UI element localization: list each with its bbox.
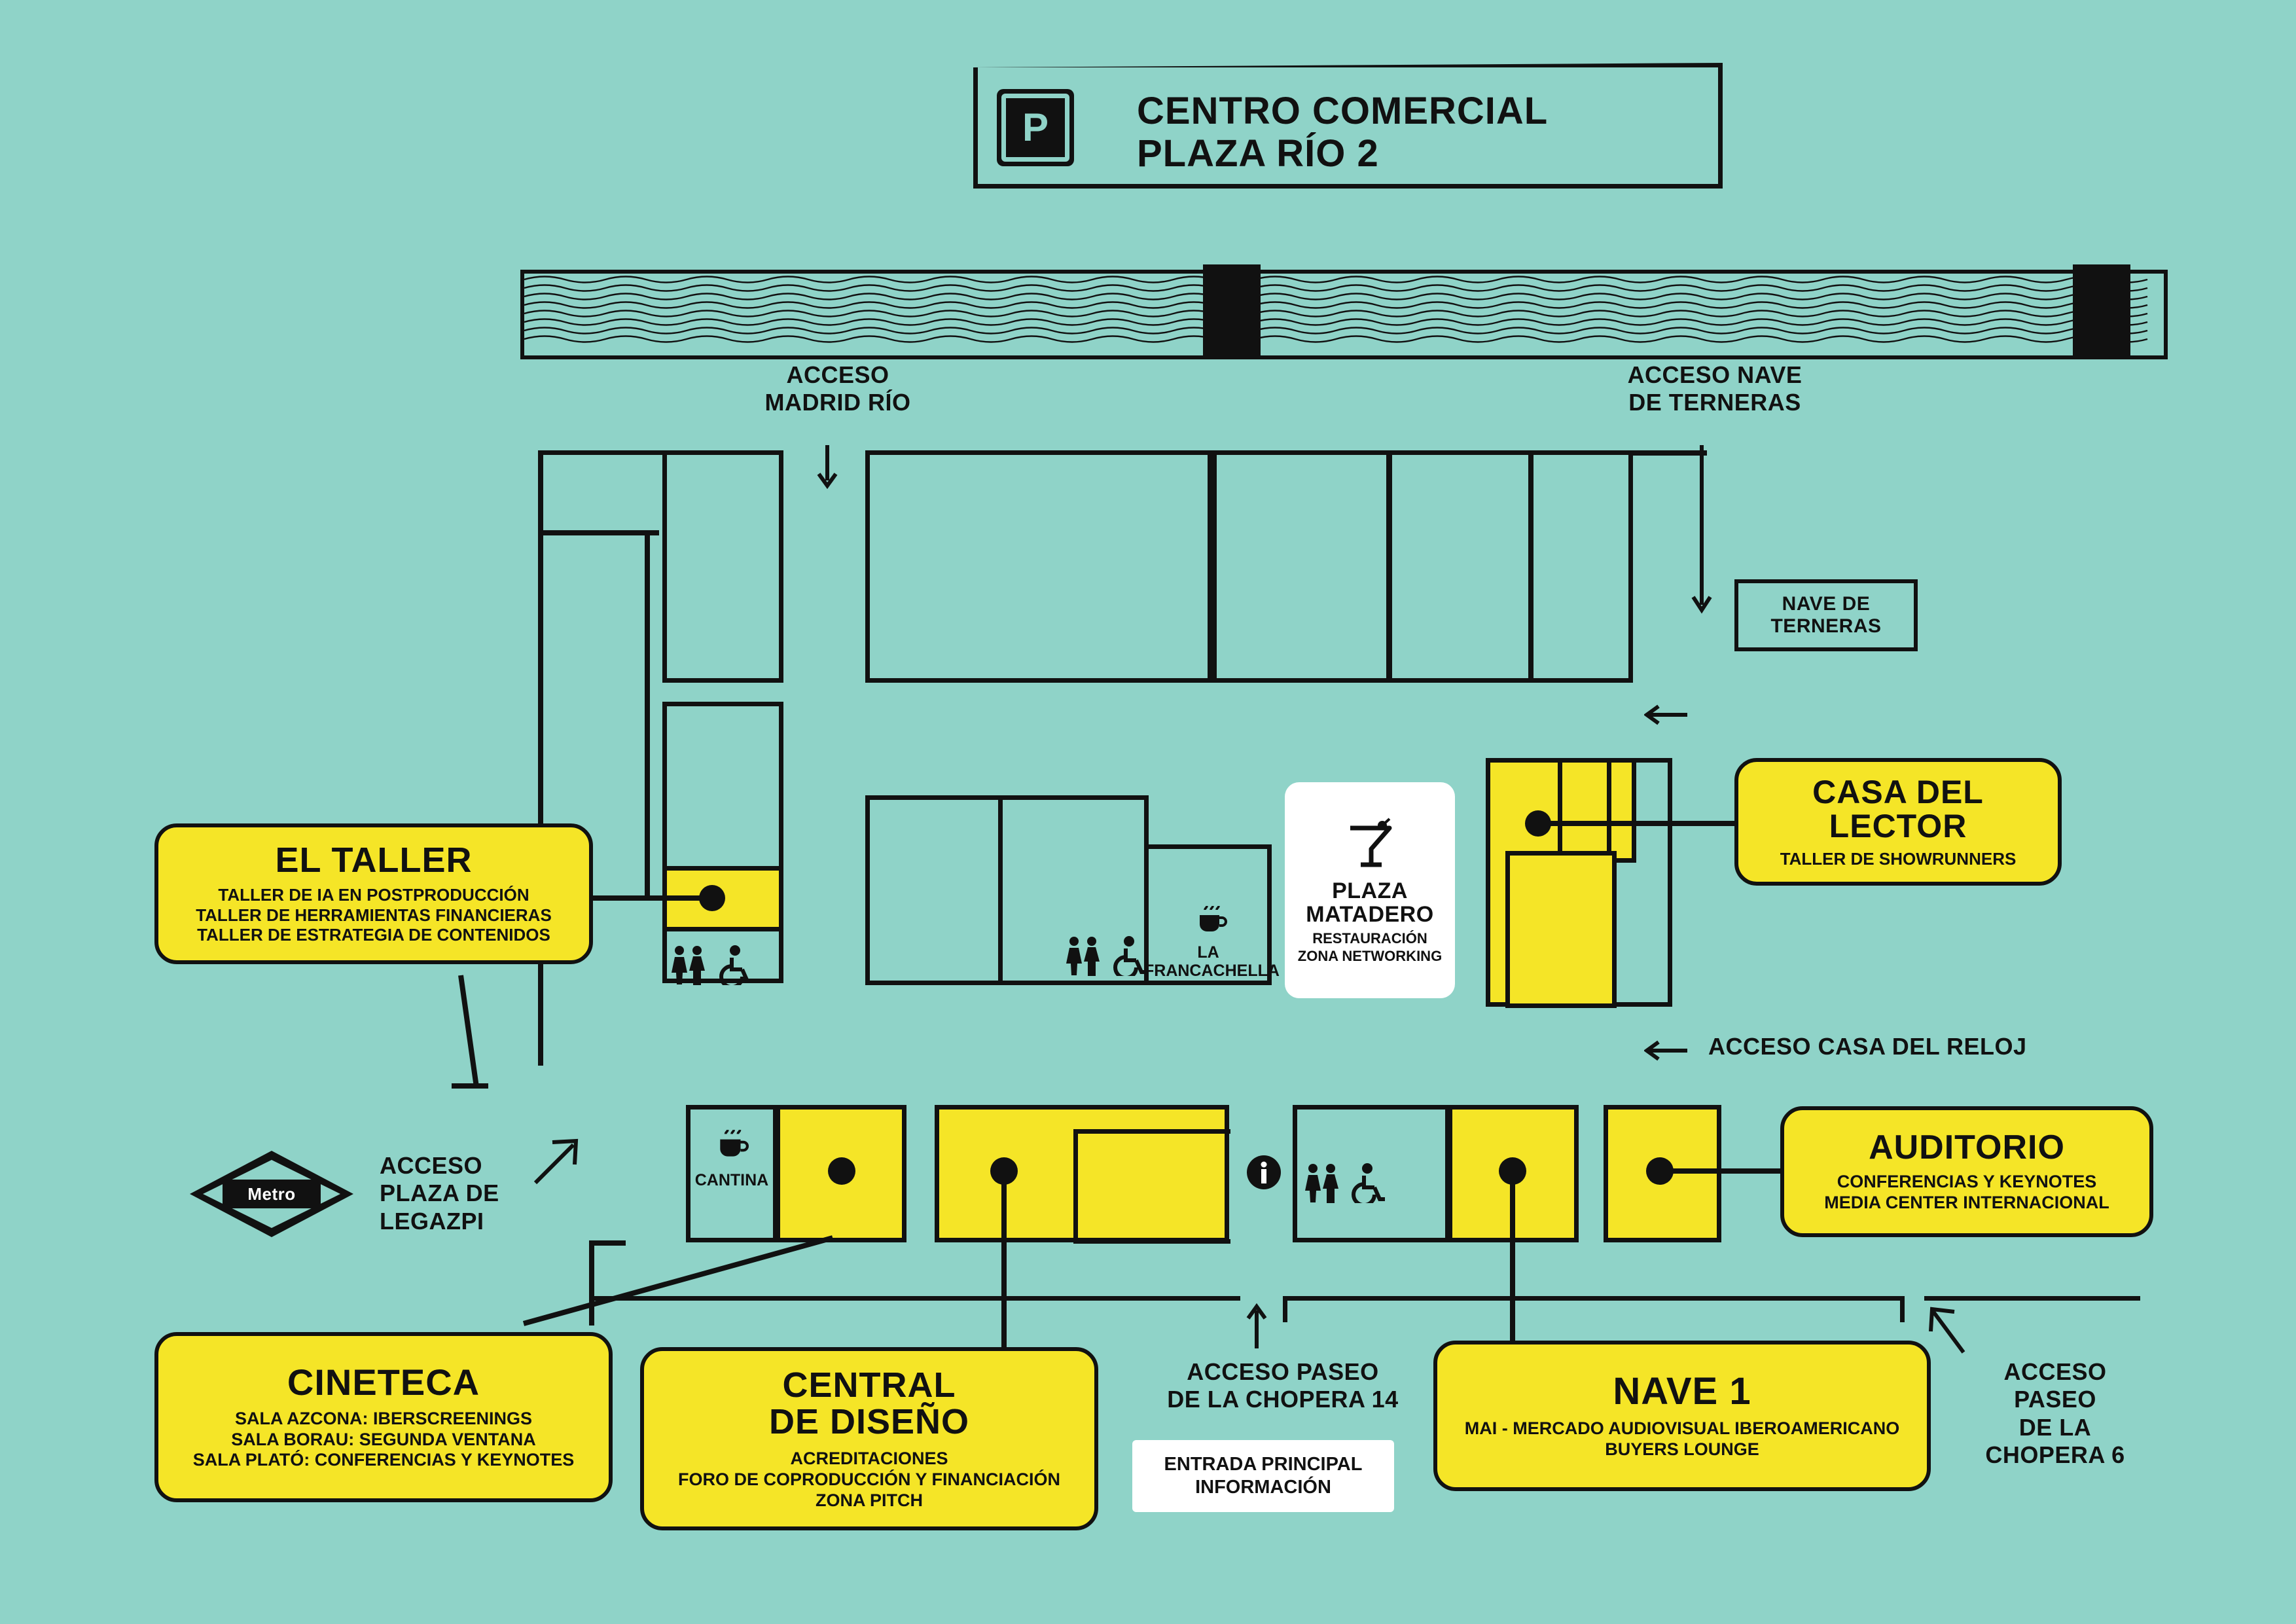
venue-title-central-de-diseno (769, 1367, 969, 1441)
venue-card-casa-del-lector[interactable] (1734, 758, 2062, 886)
arrow-down-icon-terneras (1689, 445, 1715, 615)
auditorio-leader-line (1660, 1168, 1784, 1174)
entrada-principal-card (1132, 1440, 1394, 1512)
cocktail-icon (1340, 816, 1399, 875)
venue-line-el-taller-1: TALLER DE IA EN POSTPRODUCCIÓN (218, 885, 529, 905)
access-chopera14-label (1152, 1358, 1414, 1414)
wall-seg-1 (538, 530, 659, 535)
access-legazpi-line2: PLAZA DE (380, 1180, 499, 1207)
wheelchair-accessible-icon-taller (716, 944, 757, 986)
venue-line-casa-lector-1: TALLER DE SHOWRUNNERS (1780, 848, 2017, 869)
building-block-e (1528, 450, 1633, 683)
access-madrid-rio-line2: MADRID RÍO (764, 389, 911, 416)
venue-line-auditorio-1: CONFERENCIAS Y KEYNOTES (1837, 1171, 2097, 1191)
access-madrid-rio-label (720, 361, 956, 417)
coffee-cup-icon-cantina (713, 1127, 750, 1164)
plaza-matadero-title-line1: PLAZA (1332, 878, 1408, 903)
la-francachella-line2: FRANCACHELLA (1144, 961, 1280, 980)
venue-card-el-taller[interactable] (154, 823, 593, 964)
nave-terneras-line1: NAVE DE (1782, 592, 1871, 615)
venue-title-casa-lector-line1: CASA DEL (1812, 773, 1984, 810)
nave-de-terneras-box (1734, 579, 1918, 651)
bracket-chopera14-left (592, 1296, 1240, 1301)
venue-line-el-taller-3: TALLER DE ESTRATEGIA DE CONTENIDOS (197, 925, 550, 945)
casa-lector-shape-3 (1607, 758, 1672, 1007)
access-legazpi-label (380, 1152, 576, 1235)
venue-line-el-taller-2: TALLER DE HERRAMIENTAS FINANCIERAS (196, 905, 552, 925)
venue-line-central-3: ZONA PITCH (816, 1490, 923, 1510)
nave-terneras-line2: TERNERAS (1770, 615, 1882, 637)
venue-card-nave-1[interactable] (1433, 1341, 1931, 1491)
venue-title-auditorio: AUDITORIO (1869, 1128, 2065, 1166)
nave1-leader-line (1510, 1171, 1515, 1354)
access-madrid-rio-line1: ACCESO (786, 361, 889, 388)
venue-line-nave1-2: BUYERS LOUNGE (1605, 1439, 1759, 1459)
taller-location-dot (699, 885, 725, 911)
central-diseno-leader-line (1001, 1171, 1007, 1354)
access-chopera6-line4: CHOPERA 6 (1985, 1441, 2125, 1469)
cantina-label: CANTINA (694, 1171, 769, 1189)
bridge-marker-east (2073, 264, 2130, 357)
parking-sign-text (1137, 90, 1703, 175)
venue-title-casa-del-lector (1812, 775, 1984, 844)
venue-line-cineteca-2: SALA BORAU: SEGUNDA VENTANA (231, 1429, 536, 1449)
venue-line-nave1-1: MAI - MERCADO AUDIOVISUAL IBEROAMERICANO (1464, 1418, 1900, 1438)
bracket-tick-2 (1900, 1296, 1905, 1322)
cineteca-leader-tick (589, 1240, 626, 1246)
venue-card-cineteca[interactable] (154, 1332, 613, 1502)
restrooms-icon-center (1064, 935, 1103, 977)
bridge-marker-west (1203, 264, 1261, 357)
building-block-c (1212, 450, 1392, 683)
plaza-matadero-sub-line1: RESTAURACIÓN (1312, 930, 1427, 947)
building-block-b (865, 450, 1212, 683)
venue-title-casa-lector-line2: LECTOR (1829, 808, 1967, 845)
casa-lector-leader-line (1538, 821, 1734, 826)
venue-line-central-2: FORO DE COPRODUCCIÓN Y FINANCIACIÓN (677, 1469, 1061, 1489)
bracket-chopera6-right (1924, 1296, 2140, 1301)
river-manzanares (520, 270, 2168, 359)
parking-icon (997, 89, 1074, 166)
arrow-up-left-icon-chopera6 (1924, 1303, 1970, 1355)
cineteca-leader-line (523, 1235, 833, 1326)
plaza-matadero-card (1285, 782, 1455, 998)
entrada-principal-text (1164, 1453, 1363, 1499)
venue-card-auditorio[interactable] (1780, 1106, 2153, 1237)
taller-leader-foot (452, 1083, 488, 1089)
metro-logo-icon (190, 1151, 353, 1237)
bracket-chopera6-left (1283, 1296, 1905, 1301)
wall-seg-3 (1628, 450, 1707, 456)
information-icon (1244, 1152, 1284, 1193)
access-legazpi-line3: LEGAZPI (380, 1207, 484, 1235)
central-diseno-inner-outline (1073, 1129, 1230, 1244)
arrow-down-icon-madrid-rio (814, 445, 840, 491)
la-francachella-line1: LA (1197, 943, 1219, 962)
restrooms-icon-south (1302, 1162, 1342, 1204)
entrada-principal-line2: INFORMACIÓN (1195, 1477, 1331, 1498)
plaza-matadero-sub-line2: ZONA NETWORKING (1297, 947, 1443, 964)
venue-line-central-1: ACREDITACIONES (790, 1448, 948, 1468)
building-wall-west (538, 450, 543, 1066)
la-francachella-label (1144, 943, 1280, 980)
venue-line-auditorio-2: MEDIA CENTER INTERNACIONAL (1824, 1192, 2109, 1212)
access-legazpi-line1: ACCESO (380, 1152, 483, 1179)
taller-leader-diagonal (458, 975, 479, 1085)
building-block-a (662, 450, 783, 683)
parking-sign (973, 63, 1723, 189)
access-chopera6-line1: ACCESO (2003, 1358, 2107, 1385)
access-chopera6-label (1957, 1358, 2153, 1470)
wall-seg-2 (645, 530, 650, 897)
cineteca-leader-vertical (589, 1240, 594, 1326)
taller-leader-line (589, 895, 700, 901)
venue-title-cineteca: CINETECA (287, 1361, 480, 1403)
venue-title-central-line1: CENTRAL (782, 1365, 956, 1405)
arrow-left-icon-casa-reloj (1644, 1038, 1687, 1064)
coffee-cup-icon-francachella (1193, 903, 1229, 939)
access-nave-terneras-line2: DE TERNERAS (1628, 389, 1801, 416)
arrow-left-icon-terneras (1644, 702, 1687, 728)
parking-sign-line2: PLAZA RÍO 2 (1137, 132, 1379, 175)
plaza-matadero-title (1306, 880, 1433, 926)
venue-title-central-line2: DE DISEÑO (768, 1402, 970, 1442)
venue-title-nave-1: NAVE 1 (1613, 1369, 1751, 1413)
plaza-matadero-title-line2: MATADERO (1306, 901, 1434, 927)
building-block-f (865, 795, 1003, 985)
venue-line-cineteca-1: SALA AZCONA: IBERSCREENINGS (234, 1408, 533, 1428)
casa-lector-shape-4 (1505, 851, 1617, 1008)
building-block-taller (662, 702, 783, 983)
plaza-matadero-subtitle (1298, 930, 1442, 965)
access-nave-terneras-label (1584, 361, 1846, 417)
building-block-d (1386, 450, 1534, 683)
access-casa-reloj-label: ACCESO CASA DEL RELOJ (1708, 1033, 2027, 1060)
building-outline-nw (538, 450, 669, 535)
wheelchair-accessible-icon-south (1348, 1162, 1389, 1204)
venue-title-el-taller: EL TALLER (275, 840, 473, 880)
restrooms-icon-taller (669, 944, 708, 986)
access-nave-terneras-line1: ACCESO NAVE (1627, 361, 1803, 388)
bracket-tick-1 (1283, 1296, 1287, 1322)
parking-sign-line1: CENTRO COMERCIAL (1137, 90, 1549, 132)
access-chopera14-line1: ACCESO PASEO (1187, 1358, 1379, 1385)
venue-card-central-de-diseno[interactable] (640, 1347, 1098, 1530)
metro-label: Metro (223, 1180, 321, 1208)
arrow-up-icon-chopera14 (1244, 1303, 1270, 1348)
parking-letter: P (1001, 94, 1069, 162)
venue-line-cineteca-3: SALA PLATÓ: CONFERENCIAS Y KEYNOTES (192, 1450, 575, 1470)
entrada-principal-line1: ENTRADA PRINCIPAL (1164, 1454, 1363, 1475)
access-chopera6-line2: PASEO (2014, 1386, 2096, 1413)
access-chopera14-line2: DE LA CHOPERA 14 (1167, 1386, 1399, 1413)
cineteca-location-dot (828, 1157, 855, 1185)
access-chopera6-line3: DE LA (2018, 1413, 2092, 1441)
